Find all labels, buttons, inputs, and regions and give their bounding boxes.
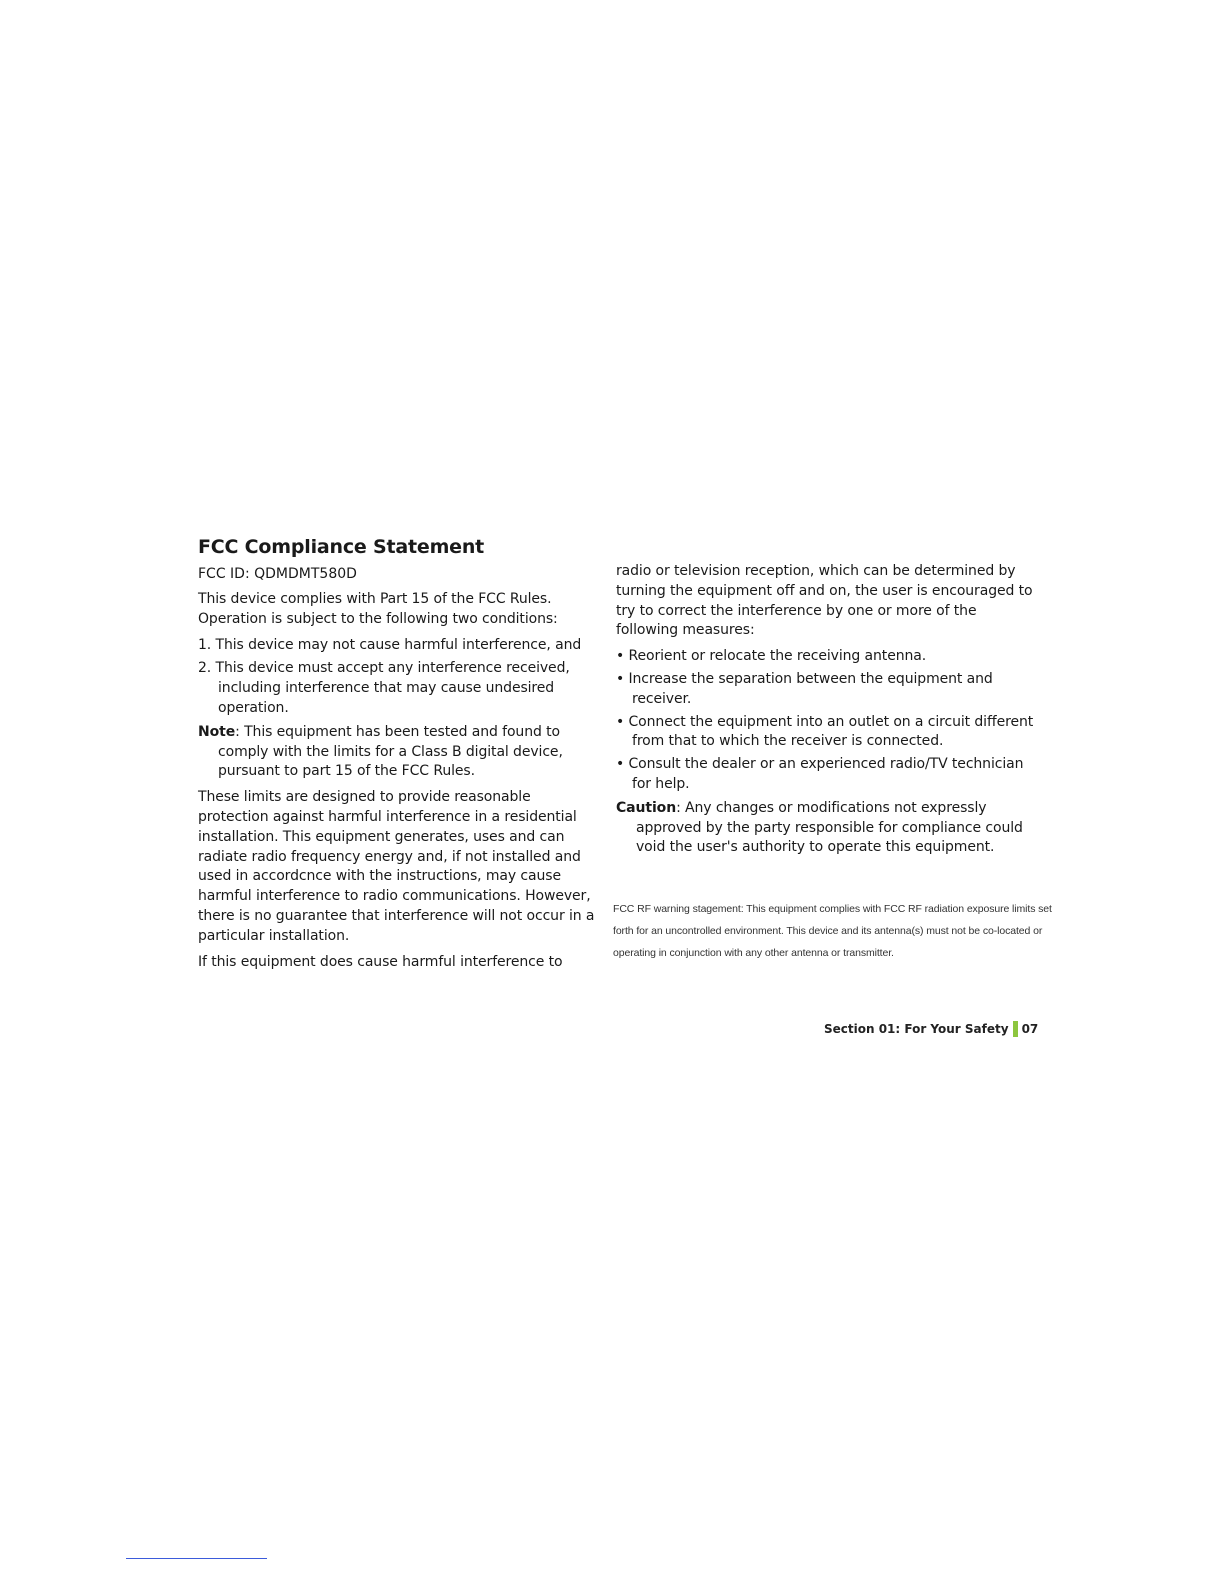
left-column <box>198 536 598 978</box>
caution-paragraph <box>616 799 1036 858</box>
page-footer <box>824 1021 1038 1037</box>
intro-paragraph: This device complies with Part 15 of the FCC Rules. Operation is subject to the following two conditions: <box>198 591 558 627</box>
measure-item: • Increase the separation between the equipment and receiver. <box>616 670 993 707</box>
section-label: Section 01: For Your Safety <box>824 1022 1009 1036</box>
note-paragraph <box>198 723 598 782</box>
note-text: : This equipment has been tested and found to comply with the limits for a Class B digital device, pursuant to part 15 of the FCC Rules. <box>218 723 563 780</box>
measure-item: • Connect the equipment into an outlet on a circuit different from that to which the receiver is connected. <box>616 713 1034 750</box>
caution-label: Caution <box>616 799 677 816</box>
reception-paragraph: radio or television reception, which can be determined by turning the equipment off and on, the user is encouraged to try to correct the interference by one or more of the following measures: <box>616 563 1033 639</box>
bottom-rule-line <box>126 1558 267 1559</box>
measure-item: • Reorient or relocate the receiving antenna. <box>616 648 927 665</box>
caution-text: : Any changes or modifications not expressly approved by the party responsible for compliance could void the user's authority to operate this equipment. <box>636 799 1023 856</box>
condition-item: 1. This device may not cause harmful interference, and <box>198 636 582 653</box>
continuation-paragraph: If this equipment does cause harmful interference to <box>198 953 563 970</box>
rf-warning-text: FCC RF warning stagement: This equipment complies with FCC RF radiation exposure limits set forth for an uncontrolled environment. This device and its antenna(s) must not be co-located or operating in conjunction with any other antenna or transmitter. <box>613 903 1052 959</box>
condition-item: 2. This device must accept any interference received, including interference that may cause undesired operation. <box>198 660 570 716</box>
note-label: Note <box>198 723 236 740</box>
fcc-id: FCC ID: QDMDMT580D <box>198 566 357 582</box>
page-number: 07 <box>1021 1022 1039 1036</box>
page-title: FCC Compliance Statement <box>198 536 485 558</box>
limits-paragraph: These limits are designed to provide reasonable protection against harmful interference in a residential installation. This equipment generates, uses and can radiate radio frequency energy and, if not installed and used in accordcnce with the instructions, may cause harmful interference to radio communications. However, there is no guarantee that interference will not occur in a particular installation. <box>198 789 595 944</box>
section-divider-bar <box>1013 1021 1018 1037</box>
measure-item: • Consult the dealer or an experienced radio/TV technician for help. <box>616 756 1024 792</box>
right-column <box>616 562 1036 858</box>
